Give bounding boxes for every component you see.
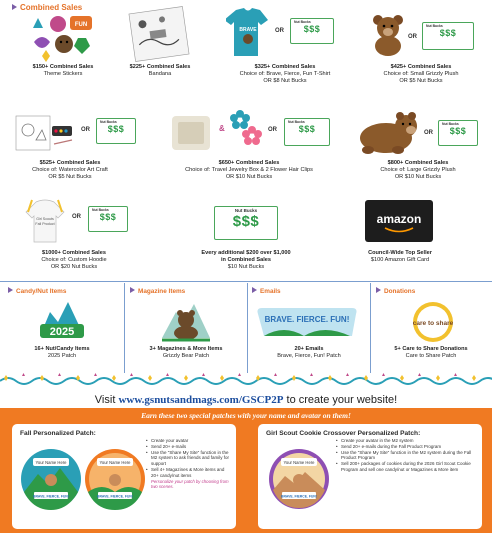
crossover-patch-image bbox=[268, 448, 330, 510]
svg-text:BRAVE: BRAVE bbox=[239, 27, 257, 33]
triangle-icon bbox=[12, 4, 17, 10]
divider bbox=[0, 281, 492, 282]
decorative-border bbox=[0, 372, 492, 386]
category-emails-reward: 20+ Emails Brave, Fierce, Fun! Patch bbox=[277, 346, 341, 359]
tshirt-image bbox=[226, 6, 270, 60]
reward-525: $525+ Combined Sales Choice of: Watercolor Art Craft OR $5 Nut Bucks bbox=[32, 160, 108, 180]
crossover-patch-title: Girl Scout Cookie Crossover Personalized Patch: bbox=[266, 430, 421, 437]
website-link[interactable]: www.gsnutsandmags.com/GSCP2P bbox=[118, 394, 284, 406]
triangle-icon bbox=[8, 287, 13, 293]
fall-patch-text-2: BRAVE. FIERCE. FUN! bbox=[97, 494, 133, 499]
reward-top-seller: Council-Wide Top Seller $100 Amazon Gift Card bbox=[368, 250, 432, 263]
nut-bucks-card: Nut Bucks $$$ bbox=[284, 118, 330, 146]
divider bbox=[247, 283, 248, 373]
nut-bucks-card: Nut Bucks $$$ bbox=[290, 18, 334, 44]
fall-patch-note: Personalize your patch by choosing from two scenes. bbox=[151, 478, 229, 490]
section-title: Combined Sales bbox=[12, 3, 82, 12]
fall-patch-text-1: BRAVE. FIERCE. FUN! bbox=[33, 494, 69, 499]
reward-1000: $1000+ Combined Sales Choice of: Custom Hoodie OR $20 Nut Bucks bbox=[41, 250, 107, 270]
requirement-item: • Sell 200+ packages of cookies during the 2026 Girl Scout Cookie Program and sell one candy/nut or Magazines & More item bbox=[336, 461, 476, 473]
bandana-image bbox=[124, 6, 194, 62]
special-patches-section bbox=[0, 408, 492, 533]
art-craft-image bbox=[14, 110, 76, 154]
stickers-image bbox=[28, 12, 100, 64]
crossover-patch-text: BRAVE. FIERCE. FUN! bbox=[281, 494, 317, 499]
requirement-item: • Create your avatar bbox=[146, 438, 232, 444]
website-line bbox=[0, 394, 492, 406]
fall-patch-card bbox=[12, 424, 236, 529]
nut-bucks-card: Nut Bucks $$$ bbox=[438, 120, 478, 146]
svg-text:Fall Product: Fall Product bbox=[35, 222, 55, 226]
or-label: OR bbox=[408, 34, 417, 40]
fall-patch-scene-1 bbox=[20, 448, 82, 510]
or-label: OR bbox=[72, 214, 81, 220]
hoodie-image bbox=[22, 198, 68, 244]
reward-800: $800+ Combined Sales Choice of: Large Grizzly Plush OR $10 Nut Bucks bbox=[380, 160, 456, 180]
or-label: OR bbox=[275, 28, 284, 34]
category-donations-reward: 5+ Care to Share Donations Care to Share Patch bbox=[394, 346, 468, 359]
divider bbox=[370, 283, 371, 373]
website-prefix: Visit bbox=[94, 394, 119, 406]
fall-patch-scene-2 bbox=[84, 448, 146, 510]
special-patches-banner: Earn these two special patches with your name and avatar on them! bbox=[141, 411, 351, 420]
or-label: OR bbox=[424, 130, 433, 136]
amazon-card bbox=[365, 200, 433, 242]
crossover-patch-requirements bbox=[336, 438, 476, 473]
triangle-icon bbox=[130, 287, 135, 293]
category-donations: Donations bbox=[376, 287, 415, 295]
reward-additional: Every additional $200 over $1,000 in Combined Sales $10 Nut Bucks bbox=[201, 250, 291, 270]
fall-patch-requirements bbox=[146, 438, 232, 490]
crossover-patch-card bbox=[258, 424, 482, 529]
category-emails: Emails bbox=[252, 287, 281, 295]
category-candy-reward: 16+ Nut/Candy Items 2025 Patch bbox=[34, 346, 90, 359]
svg-text:Girl Scouts: Girl Scouts bbox=[36, 217, 54, 221]
brave-patch-image bbox=[254, 304, 360, 340]
requirement-item: • Use the "Share My Site" function in the M2 system to ask friends and family for support bbox=[146, 450, 232, 467]
requirement-item: • Sell 4+ Magazines & More items and 20+ candy/nut items bbox=[146, 467, 232, 479]
divider bbox=[124, 283, 125, 373]
small-plush-image bbox=[370, 12, 406, 56]
requirement-item: • Use the "Share My Site" function in the M2 system during the Fall Product Program bbox=[336, 450, 476, 462]
fall-patch-title: Fall Personalized Patch: bbox=[20, 430, 96, 437]
or-label: OR bbox=[81, 127, 90, 133]
fall-patch-name-2: Your Name Here bbox=[99, 460, 131, 465]
category-candy: Candy/Nut Items bbox=[8, 287, 66, 295]
requirement-item: • Send 20+ e-mails during the Fall Product Program bbox=[336, 444, 476, 450]
reward-150: $150+ Combined Sales Theme Stickers bbox=[32, 64, 94, 77]
jewelry-box-image bbox=[166, 110, 216, 154]
ampersand: & bbox=[219, 124, 225, 133]
care-to-share-text: care to share bbox=[412, 320, 454, 327]
large-plush-image bbox=[356, 104, 420, 156]
or-label: OR bbox=[268, 127, 277, 133]
triangle-icon bbox=[376, 287, 381, 293]
requirement-item: • Send 20+ e-mails bbox=[146, 444, 232, 450]
nut-bucks-card: Nut Bucks $$$ bbox=[422, 22, 474, 50]
category-magazine-reward: 3+ Magazines & More Items Grizzly Bear Patch bbox=[149, 346, 223, 359]
website-suffix: to create your website! bbox=[283, 394, 398, 406]
reward-425: $425+ Combined Sales Choice of: Small Grizzly Plush OR $5 Nut Bucks bbox=[383, 64, 459, 84]
svg-text:FUN: FUN bbox=[74, 22, 88, 28]
nut-bucks-card: Nut Bucks $$$ bbox=[96, 118, 136, 144]
triangle-icon bbox=[252, 287, 257, 293]
care-to-share-patch-image bbox=[408, 300, 458, 344]
reward-225: $225+ Combined Sales Bandana bbox=[129, 64, 191, 77]
amazon-logo: amazon bbox=[376, 212, 422, 226]
fall-patch-name-1: Your Name Here bbox=[35, 460, 67, 465]
nut-bucks-card: Nut Bucks $$$ bbox=[88, 206, 128, 232]
nut-bucks-card-large: Nut Bucks $$$ bbox=[214, 206, 278, 240]
crossover-patch-name: Your Name Here bbox=[283, 460, 315, 465]
requirement-item: • Create your avatar in the M2 system bbox=[336, 438, 476, 444]
reward-325: $325+ Combined Sales Choice of: Brave, Fierce, Fun T-Shirt OR $8 Nut Bucks bbox=[239, 64, 331, 84]
patch-2025-image bbox=[36, 300, 88, 340]
amazon-smile-icon bbox=[383, 227, 415, 233]
grizzly-patch-image bbox=[160, 300, 212, 342]
flower-clips-image bbox=[228, 108, 264, 148]
reward-650: $650+ Combined Sales Choice of: Travel Jewelry Box & 2 Flower Hair Clips OR $10 Nut Bucks bbox=[185, 160, 313, 180]
patch-2025-text: 2025 bbox=[49, 326, 75, 338]
brave-patch-text: BRAVE. FIERCE. FUN! bbox=[264, 315, 350, 324]
category-magazine: Magazine Items bbox=[130, 287, 185, 295]
